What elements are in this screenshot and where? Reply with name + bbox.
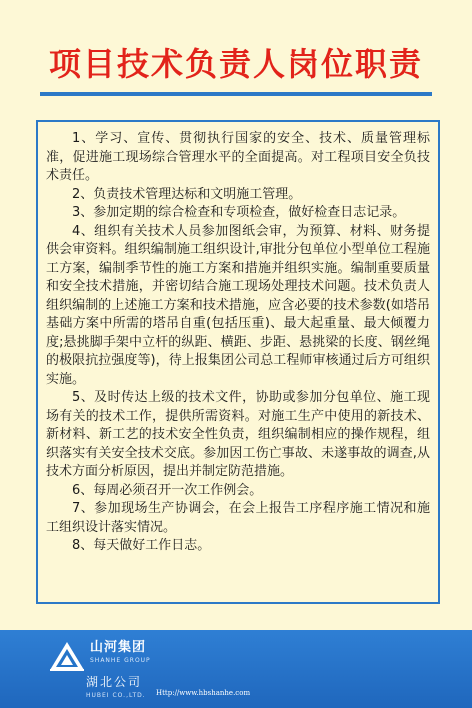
shanhe-mountain-logo-icon [48, 640, 86, 672]
duty-item-8: 8、每天做好工作日志。 [72, 538, 211, 553]
duties-frame [36, 120, 440, 604]
duty-item-7: 7、参加现场生产协调会，在会上报告工序程序施工情况和施工组织设计落实情况。 [46, 501, 430, 535]
duty-item-6: 6、每周必须召开一次工作例会。 [72, 482, 263, 498]
website-url: Http://www.hbshanhe.com [156, 689, 251, 697]
duty-item-5: 5、及时传达上级的技术文件，协助或参加分包单位、施工现场有关的技术工作，提供所需资料。对施工生产中使用的新技术、新材料、新工艺的技术安全性负责，组织编制相应的操作规程，组织落实有关安全技术交底。参加因工伤亡事故、未遂事故的调查,从技术方面分析原因，提出并制定防范措施。 [46, 390, 430, 479]
brand-name-en: SHANHE GROUP [90, 657, 151, 664]
page-title: 项目技术负责人岗位职责 [48, 45, 423, 83]
branch-name-en: HUBEI CO.,LTD. [86, 692, 146, 699]
brand-name: 山河集团 [90, 640, 147, 655]
title-underline [40, 92, 432, 96]
footer-banner [0, 630, 472, 708]
duty-item-1: 1、学习、宣传、贯彻执行国家的安全、技术、质量管理标准，促进施工现场综合管理水平的全面提高。对工程项目安全负技术责任。 [46, 131, 430, 183]
duty-item-2: 2、负责技术管理达标和文明施工管理。 [72, 186, 302, 202]
branch-name: 湖北公司 [86, 675, 143, 689]
duty-item-3: 3、参加定期的综合检查和专项检查，做好检查日志记录。 [72, 205, 406, 220]
duties-list [46, 130, 430, 556]
duty-item-4: 4、组织有关技术人员参加图纸会审，为预算、材料、财务提供会审资料。组织编制施工组织设计,审批分包单位小型单位工程施工方案，编制季节性的施工方案和措施并组织实施。编制重要质量和安全技术措施，并密切结合施工现场处理技术问题。技术负责人组织编制的上述施工方案和技术措施，应含必要的技术参数(如塔吊基础方案中所需的塔吊自重(包括压重)、最大起重量、最大倾覆力度;悬挑脚手架中立杆的纵距、横距、步距、悬挑梁的长度、钢丝绳的极限抗拉强度等)，待上报集团公司总工程师审核通过后方可组织实施。 [46, 223, 430, 387]
